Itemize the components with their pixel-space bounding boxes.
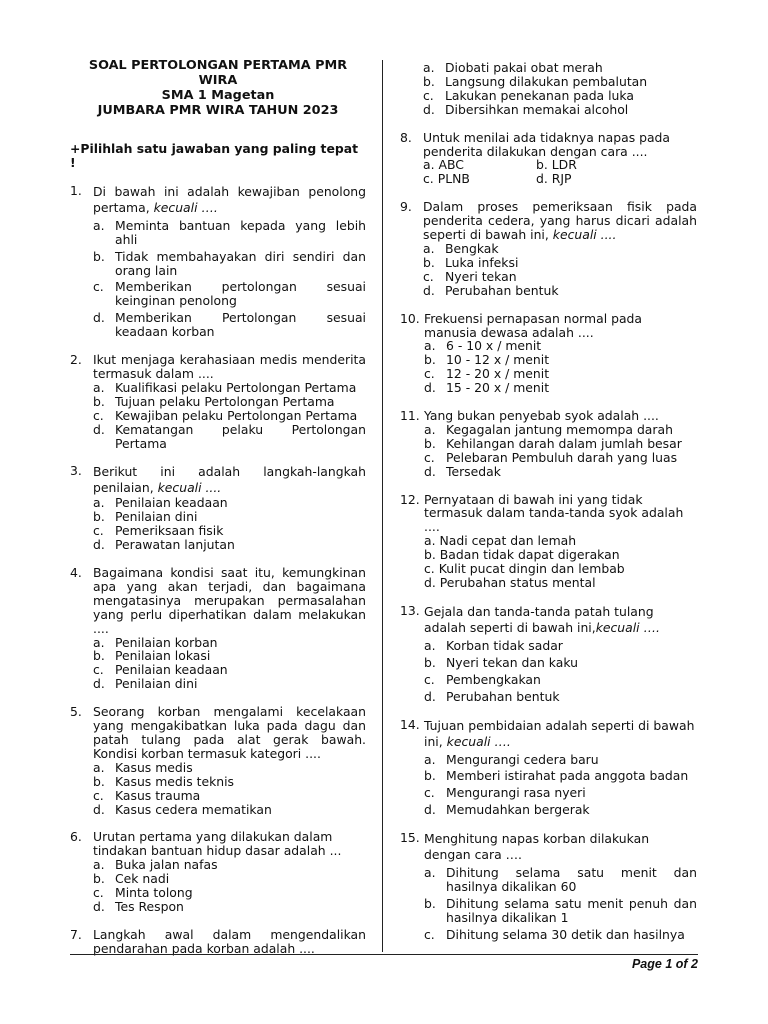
option-c: c. PLNB — [423, 171, 470, 187]
exam-header — [70, 58, 366, 118]
question-stem: Seorang korban mengalami kecelakaan yang mengakibatkan luka pada dagu dan patah tulang pada alat gerak bawah. Kondisi korban termasuk kategori .... — [93, 704, 366, 761]
question-11 — [400, 409, 697, 479]
header-title: SOAL PERTOLONGAN PERTAMA PMR WIRA — [88, 58, 348, 88]
option-c: c. Pelebaran Pembuluh darah yang luas — [424, 449, 678, 465]
column-divider — [382, 60, 383, 952]
question-14 — [400, 718, 697, 818]
option-c: c. Memberikan pertolongan sesuai keinginan penolong — [93, 279, 366, 309]
question-number: 11. — [400, 408, 420, 424]
option-d: d. Dibersihkan memakai alcohol — [423, 101, 629, 117]
option-d: d. Memudahkan bergerak — [424, 802, 590, 818]
question-12 — [400, 493, 697, 590]
question-number: 4. — [70, 565, 82, 581]
question-number: 2. — [70, 352, 82, 368]
question-stem: Tujuan pembidaian adalah seperti di bawah ini, kecuali …. — [424, 717, 695, 749]
question-1 — [70, 184, 366, 339]
option-c: c. Kewajiban pelaku Pertolongan Pertama — [93, 407, 358, 423]
question-5 — [70, 705, 366, 816]
option-a: a. Meminta bantuan kepada yang lebih ahli — [93, 217, 366, 247]
question-number: 14. — [400, 716, 420, 732]
option-a: a. Penilaian keadaan — [93, 495, 228, 511]
question-number: 13. — [400, 602, 420, 618]
question-stem: Urutan pertama yang dilakukan dalam tindakan bantuan hidup dasar adalah ... — [93, 829, 342, 859]
option-b: b. Kasus medis teknis — [93, 773, 235, 789]
option-b: b. Badan tidak dapat digerakan — [424, 547, 620, 563]
option-b: b. Luka infeksi — [423, 254, 519, 270]
option-c: c. Kulit pucat dingin dan lembab — [424, 561, 625, 577]
question-4 — [70, 566, 366, 691]
option-d: d. Perawatan lanjutan — [93, 537, 235, 553]
option-c: c. 12 - 20 x / menit — [424, 366, 550, 382]
question-number: 12. — [400, 491, 420, 507]
option-b: b. Tidak membahayakan diri sendiri dan orang lain — [93, 248, 366, 278]
question-number: 5. — [70, 704, 82, 720]
question-number: 8. — [400, 129, 412, 145]
question-7 — [70, 928, 366, 956]
option-d: d. Memberikan Pertolongan sesuai keadaan korban — [93, 310, 366, 340]
question-stem: Ikut menjaga kerahasiaan medis menderita termasuk dalam .... — [93, 352, 366, 381]
question-number: 6. — [70, 829, 82, 845]
header-event: JUMBARA PMR WIRA TAHUN 2023 — [97, 103, 339, 118]
option-c: c. Pemeriksaan fisik — [93, 523, 224, 539]
option-b: b. Tujuan pelaku Pertolongan Pertama — [93, 393, 335, 409]
option-a: a. Korban tidak sadar — [424, 637, 563, 653]
question-stem: Langkah awal dalam mengendalikan pendarahan pada korban adalah .... — [93, 926, 366, 956]
question-stem: Menghitung napas korban dilakukan dengan cara …. — [424, 831, 650, 863]
question-number: 1. — [70, 182, 82, 198]
option-a: a. Kegagalan jantung memompa darah — [424, 421, 673, 437]
option-c: c. Mengurangi rasa nyeri — [424, 785, 586, 801]
option-c: c. Lakukan penekanan pada luka — [423, 87, 634, 103]
question-6 — [70, 830, 366, 913]
option-a: a. Kualifikasi pelaku Pertolongan Pertama — [93, 379, 357, 395]
question-9 — [400, 200, 697, 297]
question-stem: Untuk menilai ada tidaknya napas pada penderita dilakukan dengan cara .... — [423, 129, 671, 159]
option-a: a. Kasus medis — [93, 759, 193, 775]
question-number: 9. — [400, 199, 412, 215]
option-b: b. LDR — [536, 157, 577, 173]
option-b: b. Penilaian lokasi — [93, 648, 211, 664]
question-number: 7. — [70, 926, 82, 942]
option-d: d. Perubahan bentuk — [423, 282, 559, 298]
option-b: b. Penilaian dini — [93, 509, 198, 525]
option-d: d. Kasus cedera mematikan — [93, 801, 272, 817]
question-stem: Frekuensi pernapasan normal pada manusia dewasa adalah .... — [424, 310, 643, 340]
option-c: c. Pembengkakan — [424, 671, 541, 687]
question-10 — [400, 312, 697, 395]
question-number: 15. — [400, 830, 420, 846]
question-15 — [400, 831, 697, 942]
question-stem: Berikut ini adalah langkah-langkah penilaian, kecuali .... — [93, 464, 366, 496]
page-total: 2 — [691, 957, 698, 971]
option-a: a. Buka jalan nafas — [93, 857, 218, 873]
right-column — [400, 61, 697, 942]
option-b: b. Kehilangan darah dalam jumlah besar — [424, 435, 682, 451]
question-stem: Pernyataan di bawah ini yang tidak termasuk dalam tanda-tanda syok adalah .... — [424, 491, 684, 535]
option-d: d. Tersedak — [424, 463, 501, 479]
option-d: d. Penilaian dini — [93, 676, 198, 692]
option-b: b. Langsung dilakukan pembalutan — [423, 73, 648, 89]
option-b: b. 10 - 12 x / menit — [424, 352, 550, 368]
option-b: b. Cek nadi — [93, 871, 170, 887]
footer-rule — [70, 954, 698, 955]
option-b: b. Memberi istirahat pada anggota badan — [424, 768, 689, 784]
option-d: d. 15 - 20 x / menit — [424, 380, 550, 396]
question-stem: Gejala dan tanda-tanda patah tulang adalah seperti di bawah ini,kecuali …. — [424, 603, 660, 635]
instruction: +Pilihlah satu jawaban yang paling tepat ! — [70, 141, 358, 170]
question-stem: Di bawah ini adalah kewajiban penolong pertama, kecuali …. — [93, 183, 366, 215]
question-13 — [400, 604, 697, 704]
option-b: b. Nyeri tekan dan kaku — [424, 654, 578, 670]
option-c: c. Nyeri tekan — [423, 268, 517, 284]
option-a: a. Penilaian korban — [93, 634, 218, 650]
option-d: d. Perubahan status mental — [424, 575, 596, 590]
page-footer: Page 1 of 2 — [631, 957, 698, 971]
option-a: a. Diobati pakai obat merah — [423, 60, 603, 75]
option-d: d. Kematangan pelaku Pertolongan Pertama — [93, 421, 366, 451]
option-c: c. Dihitung selama 30 detik dan hasilnya — [424, 926, 685, 942]
option-a: a. Bengkak — [423, 240, 499, 256]
option-a: a. Dihitung selama satu menit dan hasilnya dikalikan 60 — [424, 865, 697, 895]
question-7-options — [400, 61, 697, 117]
question-3 — [70, 464, 366, 552]
header-school: SMA 1 Magetan — [161, 88, 275, 103]
option-d: d. Tes Respon — [93, 898, 184, 914]
option-d: d. RJP — [536, 171, 572, 187]
option-a: a. 6 - 10 x / menit — [424, 338, 542, 354]
left-column — [70, 58, 366, 970]
question-number: 10. — [400, 310, 420, 326]
question-stem: Dalam proses pemeriksaan fisik pada penderita cedera, yang harus dicari adalah seperti di bawah ini, kecuali .... — [423, 199, 697, 243]
question-2 — [70, 353, 366, 450]
question-8 — [400, 131, 697, 187]
option-a: a. Nadi cepat dan lemah — [424, 533, 577, 549]
option-a: a. ABC — [423, 157, 464, 173]
option-a: a. Mengurangi cedera baru — [424, 751, 599, 767]
option-c: c. Kasus trauma — [93, 787, 201, 803]
question-stem: Bagaimana kondisi saat itu, kemungkinan apa yang akan terjadi, dan bagaimana mengatasinya merupakan permasalahan yang perlu diperhatikan dalam melakukan .... — [93, 565, 366, 636]
option-c: c. Minta tolong — [93, 885, 193, 901]
page-number: 1 — [665, 957, 673, 971]
question-stem: Yang bukan penyebab syok adalah .... — [424, 408, 659, 424]
option-c: c. Penilaian keadaan — [93, 662, 228, 678]
option-b: b. Dihitung selama satu menit penuh dan hasilnya dikalikan 1 — [424, 895, 697, 925]
question-number: 3. — [70, 463, 82, 479]
option-d: d. Perubahan bentuk — [424, 688, 560, 704]
